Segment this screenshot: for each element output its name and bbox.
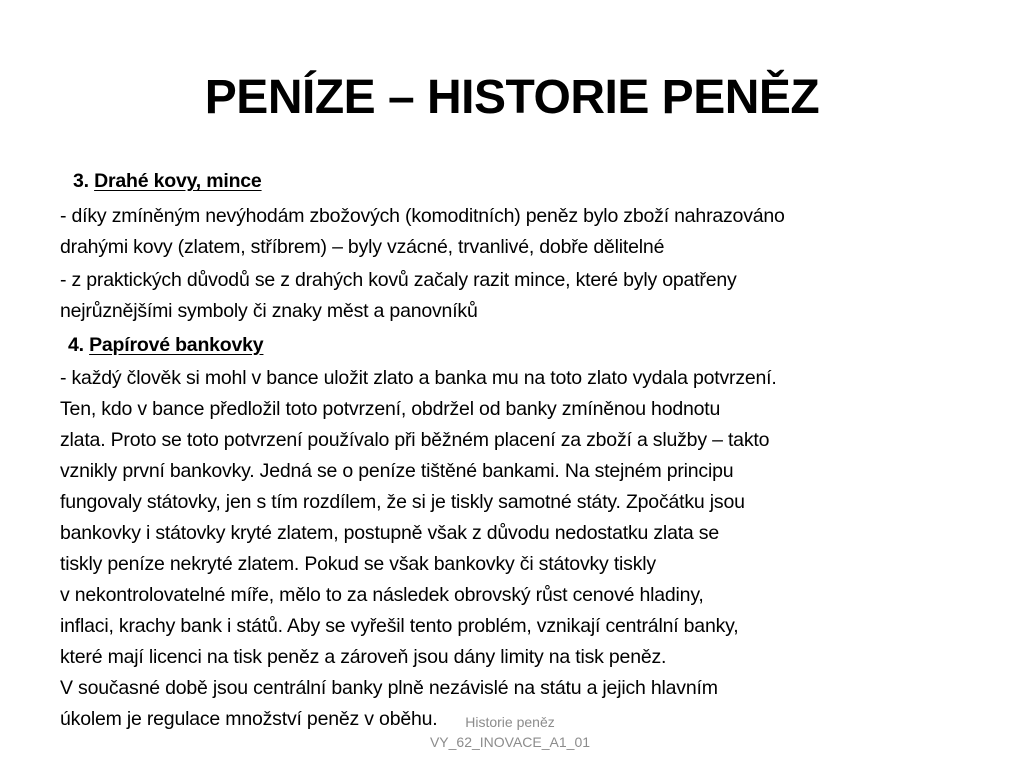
paragraph-line: V současné době jsou centrální banky plně nezávislé na státu a jejich hlavním [60, 677, 718, 699]
paragraph-line: nejrůznějšími symboly či znaky měst a panovníků [60, 300, 478, 322]
paragraph-line: tiskly peníze nekryté zlatem. Pokud se však bankovky či státovky tiskly [60, 553, 656, 575]
bullet-paragraph [60, 363, 975, 735]
paragraph-line: Ten, kdo v bance předložil toto potvrzení, obdržel od banky zmíněnou hodnotu [60, 398, 721, 420]
paragraph-line: fungovaly státovky, jen s tím rozdílem, že si je tiskly samotné státy. Zpočátku jsou [60, 491, 745, 513]
bullet-paragraph [60, 265, 975, 327]
paragraph-line: - z praktických důvodů se z drahých kovů začaly razit mince, které byly opatřeny [60, 269, 737, 291]
section-label: Papírové bankovky [89, 334, 264, 356]
slide-content [60, 166, 975, 737]
paragraph-line: v nekontrolovatelné míře, mělo to za následek obrovský růst cenové hladiny, [60, 584, 704, 606]
section-label: Drahé kovy, mince [94, 170, 262, 192]
paragraph-line: - díky zmíněným nevýhodám zbožových (komoditních) peněz bylo zboží nahrazováno [60, 205, 785, 227]
footer-code: VY_62_INOVACE_A1_01 [429, 734, 591, 750]
bullet-paragraph [60, 201, 975, 263]
paragraph-line: úkolem je regulace množství peněz v oběhu. [60, 708, 438, 730]
paragraph-line: zlata. Proto se toto potvrzení používalo při běžném placení za zboží a služby – takto [60, 429, 770, 451]
footer-topic: Historie peněz [465, 714, 555, 730]
paragraph-line: vznikly první bankovky. Jedná se o peníze tištěné bankami. Na stejném principu [60, 460, 734, 482]
section-heading-3 [60, 166, 975, 197]
slide-title: PENÍZE – HISTORIE PENĚZ [204, 71, 820, 124]
slide-footer [380, 712, 640, 752]
paragraph-line: - každý člověk si mohl v bance uložit zlato a banka mu na toto zlato vydala potvrzení. [60, 367, 777, 389]
paragraph-line: které mají licenci na tisk peněz a zároveň jsou dány limity na tisk peněz. [60, 646, 667, 668]
section-number: 3. [73, 170, 89, 192]
paragraph-line: drahými kovy (zlatem, stříbrem) – byly vzácné, trvanlivé, dobře dělitelné [60, 236, 665, 258]
section-heading-4 [60, 330, 975, 361]
paragraph-line: bankovky i státovky kryté zlatem, postupně však z důvodu nedostatku zlata se [60, 522, 719, 544]
section-number: 4. [68, 334, 84, 356]
paragraph-line: inflaci, krachy bank i států. Aby se vyřešil tento problém, vznikají centrální banky, [60, 615, 739, 637]
